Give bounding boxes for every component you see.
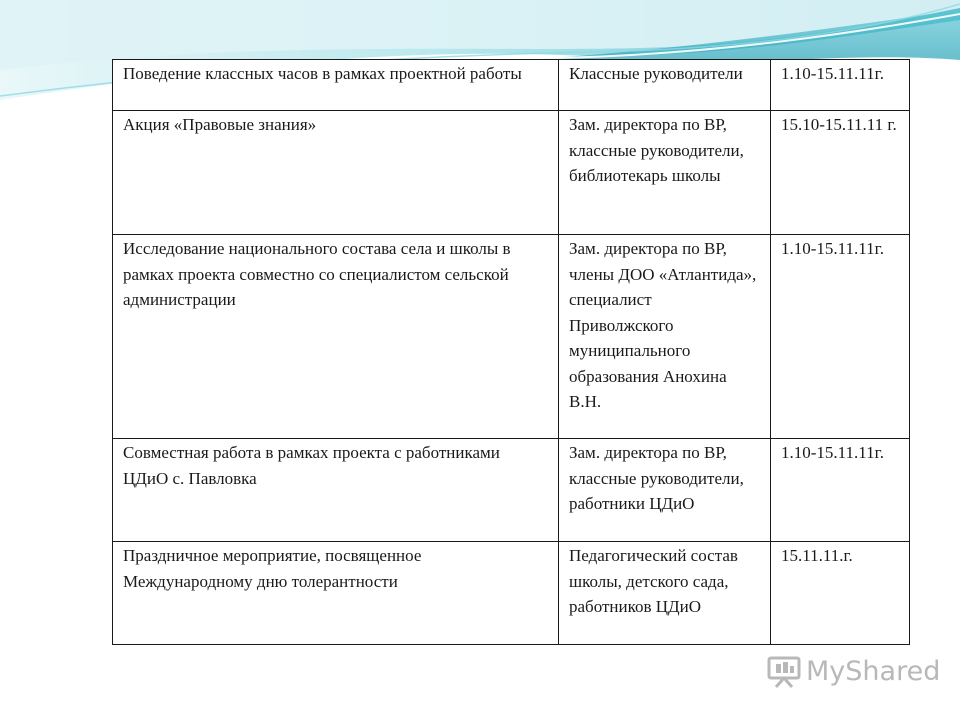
activity-cell: Акция «Правовые знания» [113,111,559,235]
table-row [113,111,910,235]
dates-cell: 1.10-15.11.11г. [771,60,910,111]
dates-cell: 15.11.11.г. [771,542,910,645]
table-row [113,439,910,542]
dates-cell: 15.10-15.11.11 г. [771,111,910,235]
watermark-text: MyShared [806,655,941,687]
plan-table-container [112,59,909,645]
table-row [113,60,910,111]
responsible-cell: Классные руководители [559,60,771,111]
dates-cell: 1.10-15.11.11г. [771,235,910,439]
activity-cell: Праздничное мероприятие, посвященное Международному дню толерантности [113,542,559,645]
plan-table [112,59,910,645]
responsible-cell: Зам. директора по ВР, члены ДОО «Атлантида», специалист Приволжского муниципального образования Анохина В.Н. [559,235,771,439]
responsible-cell: Зам. директора по ВР, классные руководители, работники ЦДиО [559,439,771,542]
table-row [113,235,910,439]
table-row [113,542,910,645]
presentation-board-icon [766,654,802,688]
activity-cell: Исследование национального состава села и школы в рамках проекта совместно со специалистом сельской администрации [113,235,559,439]
dates-cell: 1.10-15.11.11г. [771,439,910,542]
watermark [766,654,940,688]
activity-cell: Поведение классных часов в рамках проектной работы [113,60,559,111]
responsible-cell: Педагогический состав школы, детского сада, работников ЦДиО [559,542,771,645]
responsible-cell: Зам. директора по ВР, классные руководители, библиотекарь школы [559,111,771,235]
activity-cell: Совместная работа в рамках проекта с работниками ЦДиО с. Павловка [113,439,559,542]
